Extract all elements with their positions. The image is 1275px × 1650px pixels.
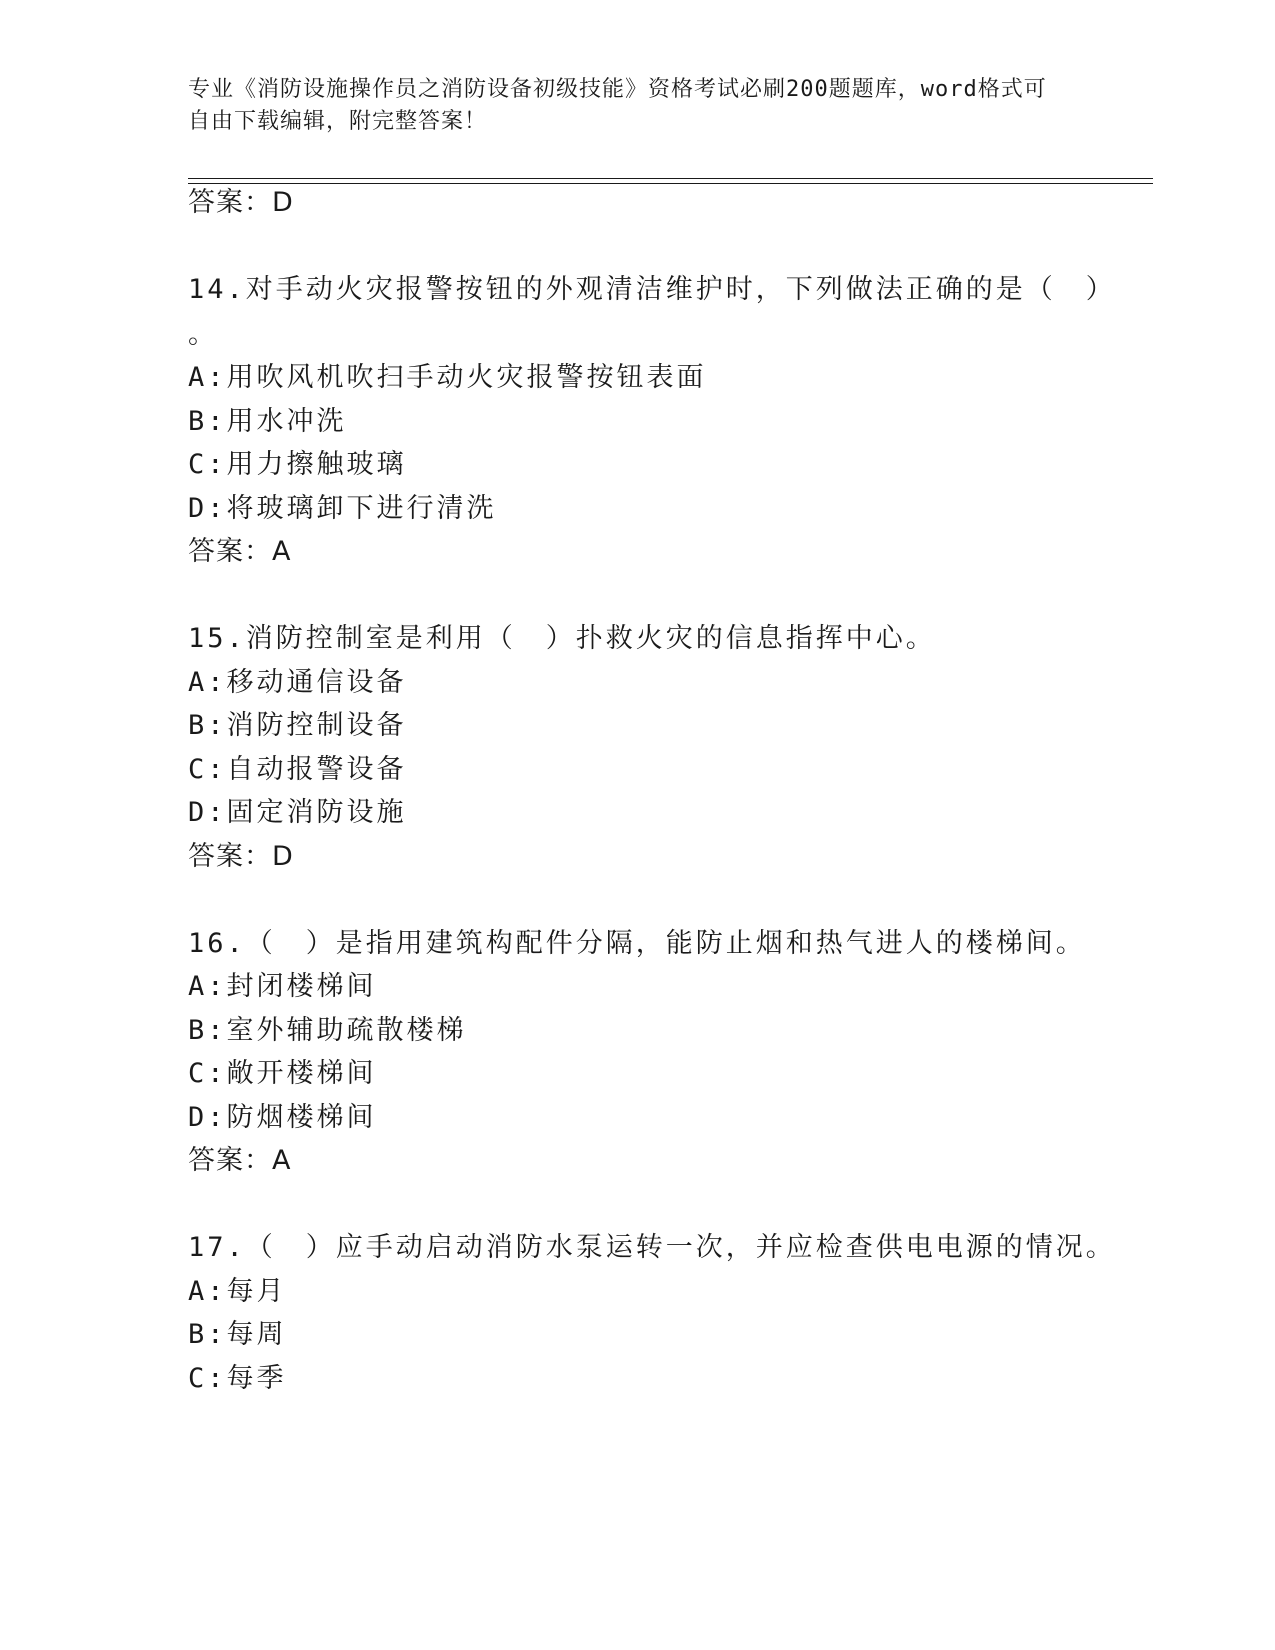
header-divider-top: [188, 178, 1153, 179]
question-14-option-d: D:将玻璃卸下进行清洗: [188, 493, 497, 524]
question-15-stem: 15.消防控制室是利用（ ）扑救火灾的信息指挥中心。: [188, 623, 936, 654]
question-15-option-b: B:消防控制设备: [188, 710, 407, 741]
question-17-option-c: C:每季: [188, 1363, 287, 1394]
question-16-option-a: A:封闭楼梯间: [188, 971, 377, 1002]
question-14-option-a: A:用吹风机吹扫手动火灾报警按钮表面: [188, 362, 707, 393]
question-14-stem-continuation: 。: [188, 319, 218, 350]
header-divider-bottom: [188, 183, 1153, 184]
question-15-option-c: C:自动报警设备: [188, 754, 407, 785]
question-16-option-b: B:室外辅助疏散楼梯: [188, 1015, 467, 1046]
question-15-option-a: A:移动通信设备: [188, 667, 407, 698]
question-14-stem: 14.对手动火灾报警按钮的外观清洁维护时，下列做法正确的是（ ）: [188, 274, 1116, 305]
question-14-option-c: C:用力擦触玻璃: [188, 449, 407, 480]
question-17-option-b: B:每周: [188, 1319, 287, 1350]
question-16-stem: 16.（ ）是指用建筑构配件分隔，能防止烟和热气进人的楼梯间。: [188, 928, 1086, 959]
question-17-stem: 17.（ ）应手动启动消防水泵运转一次，并应检查供电电源的情况。: [188, 1232, 1116, 1263]
document-header: 专业《消防设施操作员之消防设备初级技能》资格考试必刷200题题库，word格式可自由下载编辑，附完整答案！: [188, 77, 1047, 134]
question-16-option-c: C:敞开楼梯间: [188, 1058, 377, 1089]
question-16-answer: 答案：A: [188, 1145, 292, 1176]
question-14-option-b: B:用水冲洗: [188, 406, 347, 437]
question-14-answer: 答案：A: [188, 536, 292, 567]
question-16-option-d: D:防烟楼梯间: [188, 1102, 377, 1133]
previous-answer: 答案：D: [188, 187, 294, 218]
question-15-option-d: D:固定消防设施: [188, 797, 407, 828]
question-17-option-a: A:每月: [188, 1276, 287, 1307]
question-15-answer: 答案：D: [188, 841, 294, 872]
